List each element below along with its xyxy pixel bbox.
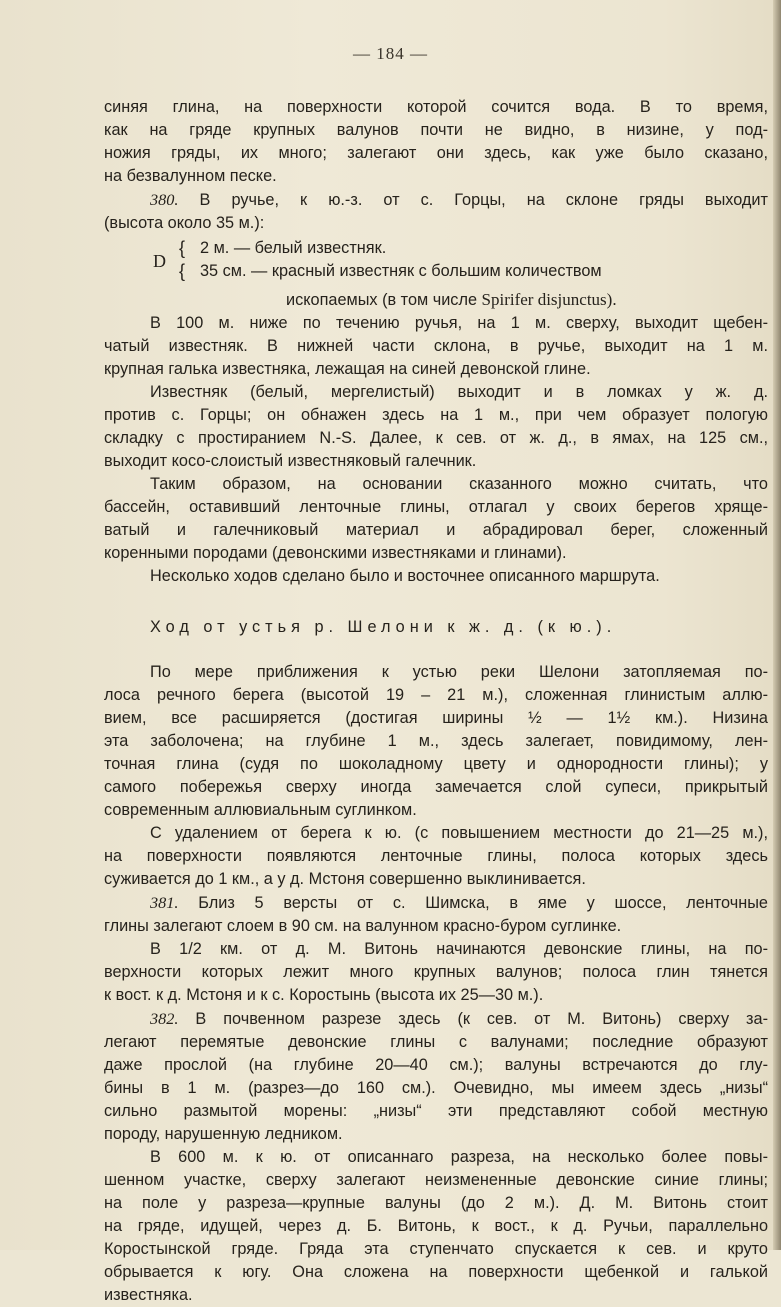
- text-line: [104, 288, 768, 312]
- text-line: Известняк (белый, мергелистый) выходит и в ломках у ж. д.: [150, 383, 768, 401]
- layer-line: 35 см. — красный известняк с большим количеством: [200, 262, 602, 280]
- text-line: бины в 1 м. (разрез—до 160 см.). Очевидно, мы имеем здесь „низы“: [104, 1079, 768, 1097]
- brace-glyph: { {: [179, 238, 186, 281]
- text-line: Коростынской гряде. Гряда эта ступенчато спускается к сев. и круто: [104, 1240, 768, 1258]
- section-heading: Ход от устья р. Шелони к ж. д. (к ю.).: [150, 618, 617, 636]
- text-line: По мере приближения к устью реки Шелони затопляемая по-: [150, 663, 768, 681]
- text-line: В 100 м. ниже по течению ручья, на 1 м. сверху, выходит щебен-: [150, 314, 768, 332]
- page-number: — 184 —: [353, 44, 428, 63]
- text-line: самого побережья сверху иногда замечается слой супеси, прикрытый: [104, 778, 768, 796]
- paragraph: [104, 661, 768, 822]
- page-edge: [773, 0, 781, 1250]
- text-line: крупная галька известняка, лежащая на синей девонской глине.: [104, 360, 591, 378]
- text-line: на поверхности появляются ленточные глины, полоса которых здесь: [104, 847, 768, 865]
- devonian-letter: D: [153, 251, 166, 271]
- entry-number: 382.: [150, 1009, 179, 1028]
- text-span: ископаемых (в том числе: [286, 291, 477, 309]
- text-line: верхности которых лежит много крупных валунов; полоса глин тянется: [104, 963, 768, 981]
- text-line: глины залегают слоем в 90 см. на валунном красно-буром суглинке.: [104, 917, 622, 935]
- paragraph: [104, 312, 768, 381]
- paragraph: [104, 938, 768, 1007]
- text-span: В почвенном разрезе здесь (к сев. от М. Витонь) сверху за-: [195, 1010, 768, 1028]
- section-list: [104, 237, 768, 287]
- text-line: чатый известняк. В нижней части склона, в ручье, выходит на 1 м.: [104, 337, 768, 355]
- paragraph: [104, 1146, 768, 1307]
- text-line: современным аллювиальным суглинком.: [104, 801, 417, 819]
- text-line: ватый и галечниковый материал и абрадировал берег, сложенный: [104, 521, 768, 539]
- entry-number: 380.: [150, 190, 179, 209]
- text-line: [104, 891, 768, 915]
- text-line: точная глина (судя по шоколадному цвету и однородности глины); у: [104, 755, 768, 773]
- paragraph: [104, 96, 768, 188]
- text-line: обрывается к югу. Она сложена на поверхности щебенкой и галькой: [104, 1263, 768, 1281]
- text-line: бассейн, оставивший ленточные глины, отлагал у своих берегов хряще-: [104, 498, 768, 516]
- text-line: вием, все расширяется (достигая ширины ½ — 1½ км.). Низина: [104, 709, 768, 727]
- text-line: В 1/2 км. от д. М. Витонь начинаются девонские глины, на по-: [150, 940, 768, 958]
- text-line: (высота около 35 м.):: [104, 214, 265, 232]
- text-line: Несколько ходов сделано было и восточнее описанного маршрута.: [150, 567, 660, 585]
- text-line: выходит косо-слоистый известняковый галечник.: [104, 452, 477, 470]
- text-line: [104, 1007, 768, 1031]
- entry-number: 381.: [150, 893, 179, 912]
- text-line: к вост. к д. Мстоня и к с. Коростынь (высота их 25—30 м.).: [104, 986, 544, 1004]
- text-line: складку с простиранием N.-S. Далее, к сев. от ж. д., в ямах, на 125 см.,: [104, 429, 768, 447]
- text-line: ножия гряды, их много; залегают они здесь, как уже было сказано,: [104, 144, 768, 162]
- paragraph: [104, 473, 768, 565]
- text-line: шенном участке, сверху залегают неизмененные девонские синие глины;: [104, 1171, 768, 1189]
- species-name: Spirifer disjunctus).: [481, 290, 617, 309]
- text-span: В ручье, к ю.-з. от с. Горцы, на склоне гряды выходит: [199, 191, 768, 209]
- layer-line: 2 м. — белый известняк.: [200, 239, 387, 257]
- text-line: как на гряде крупных валунов почти не видно, в низине, у под-: [104, 121, 768, 139]
- text-line: [104, 188, 768, 212]
- text-line: даже прослой (на глубине 20—40 см.); валуны встречаются до глу-: [104, 1056, 768, 1074]
- paragraph: [104, 381, 768, 473]
- text-line: породу, нарушенную ледником.: [104, 1125, 343, 1143]
- text-line: С удалением от берега к ю. (с повышением местности до 21—25 м.),: [150, 824, 768, 842]
- text-span: Близ 5 версты от с. Шимска, в яме у шоссе, ленточные: [198, 894, 768, 912]
- page-text: [104, 96, 768, 1307]
- text-line: на безвалунном песке.: [104, 167, 277, 185]
- paragraph: [104, 822, 768, 891]
- text-line: на поле у разреза—крупные валуны (до 2 м.). Д. М. Витонь стоит: [104, 1194, 768, 1212]
- text-line: В 600 м. к ю. от описаннаго разреза, на несколько более повы-: [150, 1148, 768, 1166]
- text-line: сильно размытой морены: „низы“ эти представляют собой местную: [104, 1102, 768, 1120]
- paragraph-381: [104, 891, 768, 938]
- text-line: против с. Горцы; он обнажен здесь на 1 м., при чем образует пологую: [104, 406, 768, 424]
- paragraph-382: [104, 1007, 768, 1146]
- text-line: на гряде, идущей, через д. Б. Витонь, к вост., к д. Ручьи, параллельно: [104, 1217, 768, 1235]
- paragraph: [104, 565, 768, 588]
- text-line: Таким образом, на основании сказанного можно считать, что: [150, 475, 768, 493]
- text-line: известняка.: [104, 1286, 193, 1304]
- text-line: эта заболочена; на глубине 1 м., здесь залегает, повидимому, лен-: [104, 732, 768, 750]
- text-line: лоса речного берега (высотой 19 – 21 м.), сложенная глинистым аллю-: [104, 686, 768, 704]
- text-line: коренными породами (девонскими известняками и глинами).: [104, 544, 567, 562]
- paragraph-380: [104, 188, 768, 235]
- text-line: суживается до 1 км., а у д. Мстоня совершенно выклинивается.: [104, 870, 586, 888]
- layer-lines: [200, 237, 602, 283]
- text-line: синяя глина, на поверхности которой сочится вода. В то время,: [104, 98, 768, 116]
- text-line: легают перемятые девонские глины с валунами; последние образуют: [104, 1033, 768, 1051]
